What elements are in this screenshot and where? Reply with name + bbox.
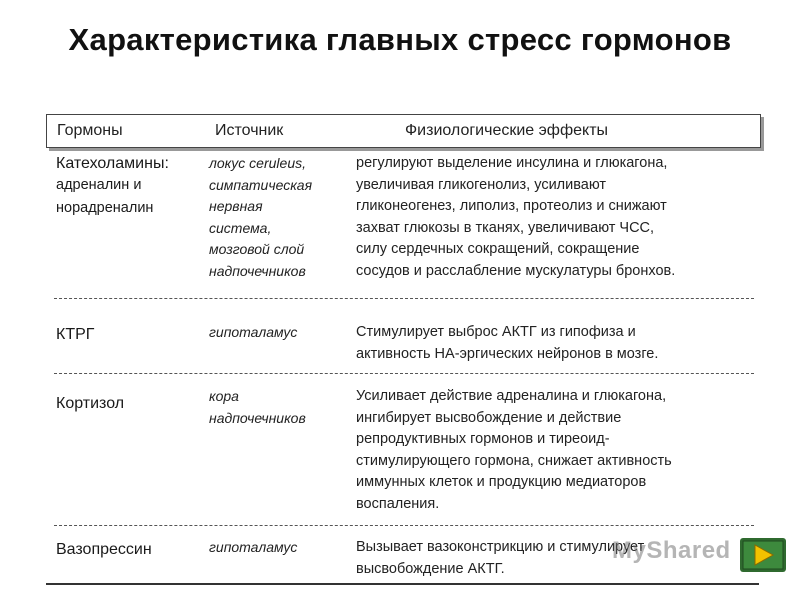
hormone-name: Вазопрессин — [56, 541, 152, 558]
hormone-source — [209, 537, 349, 559]
effects-line: стимулирующего гормона, снижает активность — [356, 452, 672, 469]
table-header — [46, 114, 761, 148]
source-line: кора — [209, 388, 239, 404]
effects-line: регулируют выделение инсулина и глюкагона, — [356, 155, 668, 171]
effects-line: сосудов и расслабление мускулатуры бронхов. — [356, 262, 676, 279]
row-separator — [54, 298, 754, 299]
row-separator — [54, 525, 754, 526]
effects-line: высвобождение АКТГ. — [356, 560, 505, 577]
hormone-source — [209, 322, 349, 344]
source-line: симпатическая — [209, 176, 313, 193]
table-bottom-border — [46, 583, 759, 585]
effects-line: Усиливает действие адреналина и глюкагона, — [356, 388, 667, 404]
effects-line: Вызывает вазоконстрикцию и стимулирует — [356, 539, 645, 555]
hormone-effects — [356, 322, 761, 365]
source-line: гипоталамус — [209, 324, 298, 340]
effects-line: ингибирует высвобождение и действие — [356, 409, 622, 426]
effects-line: увеличивая гликогенолиз, усиливают — [356, 176, 607, 193]
hormone-effects — [356, 386, 761, 515]
hormone-source — [209, 386, 349, 429]
source-line: локус ceruleus, — [209, 155, 306, 171]
source-line: надпочечников — [209, 409, 306, 426]
effects-line: Стимулирует выброс АКТГ из гипофиза и — [356, 324, 636, 340]
effects-line: гликонеогенез, липолиз, протеолиз и снижают — [356, 198, 667, 214]
header-source: Источник — [215, 122, 284, 139]
effects-line: силу сердечных сокращений, сокращение — [356, 241, 640, 257]
next-slide-button[interactable] — [740, 538, 786, 572]
row-separator — [54, 373, 754, 374]
header-effects: Физиологические эффекты — [405, 122, 609, 139]
watermark: MyShared — [612, 537, 731, 564]
effects-line: иммунных клеток и продукцию медиаторов — [356, 474, 647, 490]
source-line: мозговой слой — [209, 241, 305, 257]
hormone-title: Катехоламины: — [56, 155, 169, 172]
effects-line: репродуктивных гормонов и тиреоид- — [356, 431, 610, 447]
effects-line: воспаления. — [356, 495, 440, 512]
effects-line: активность НА-эргических нейронов в мозге. — [356, 345, 659, 362]
hormone-name — [56, 153, 169, 220]
hormone-source — [209, 153, 349, 282]
source-line: система, — [209, 219, 272, 236]
source-line: гипоталамус — [209, 539, 298, 555]
hormone-subtitle-line: норадреналин — [56, 200, 154, 216]
source-line: надпочечников — [209, 262, 306, 279]
slide-title: Характеристика главных стресс гормонов — [68, 22, 732, 57]
hormone-name: Кортизол — [56, 395, 125, 412]
effects-line: захват глюкозы в тканях, увеличивают ЧСС, — [356, 219, 655, 236]
hormone-effects — [356, 153, 761, 282]
source-line: нервная — [209, 198, 263, 214]
hormone-name: КТРГ — [56, 326, 95, 343]
play-arrow-icon — [740, 538, 786, 572]
header-hormones: Гормоны — [57, 122, 123, 139]
hormone-subtitle-line: адреналин и — [56, 177, 142, 193]
